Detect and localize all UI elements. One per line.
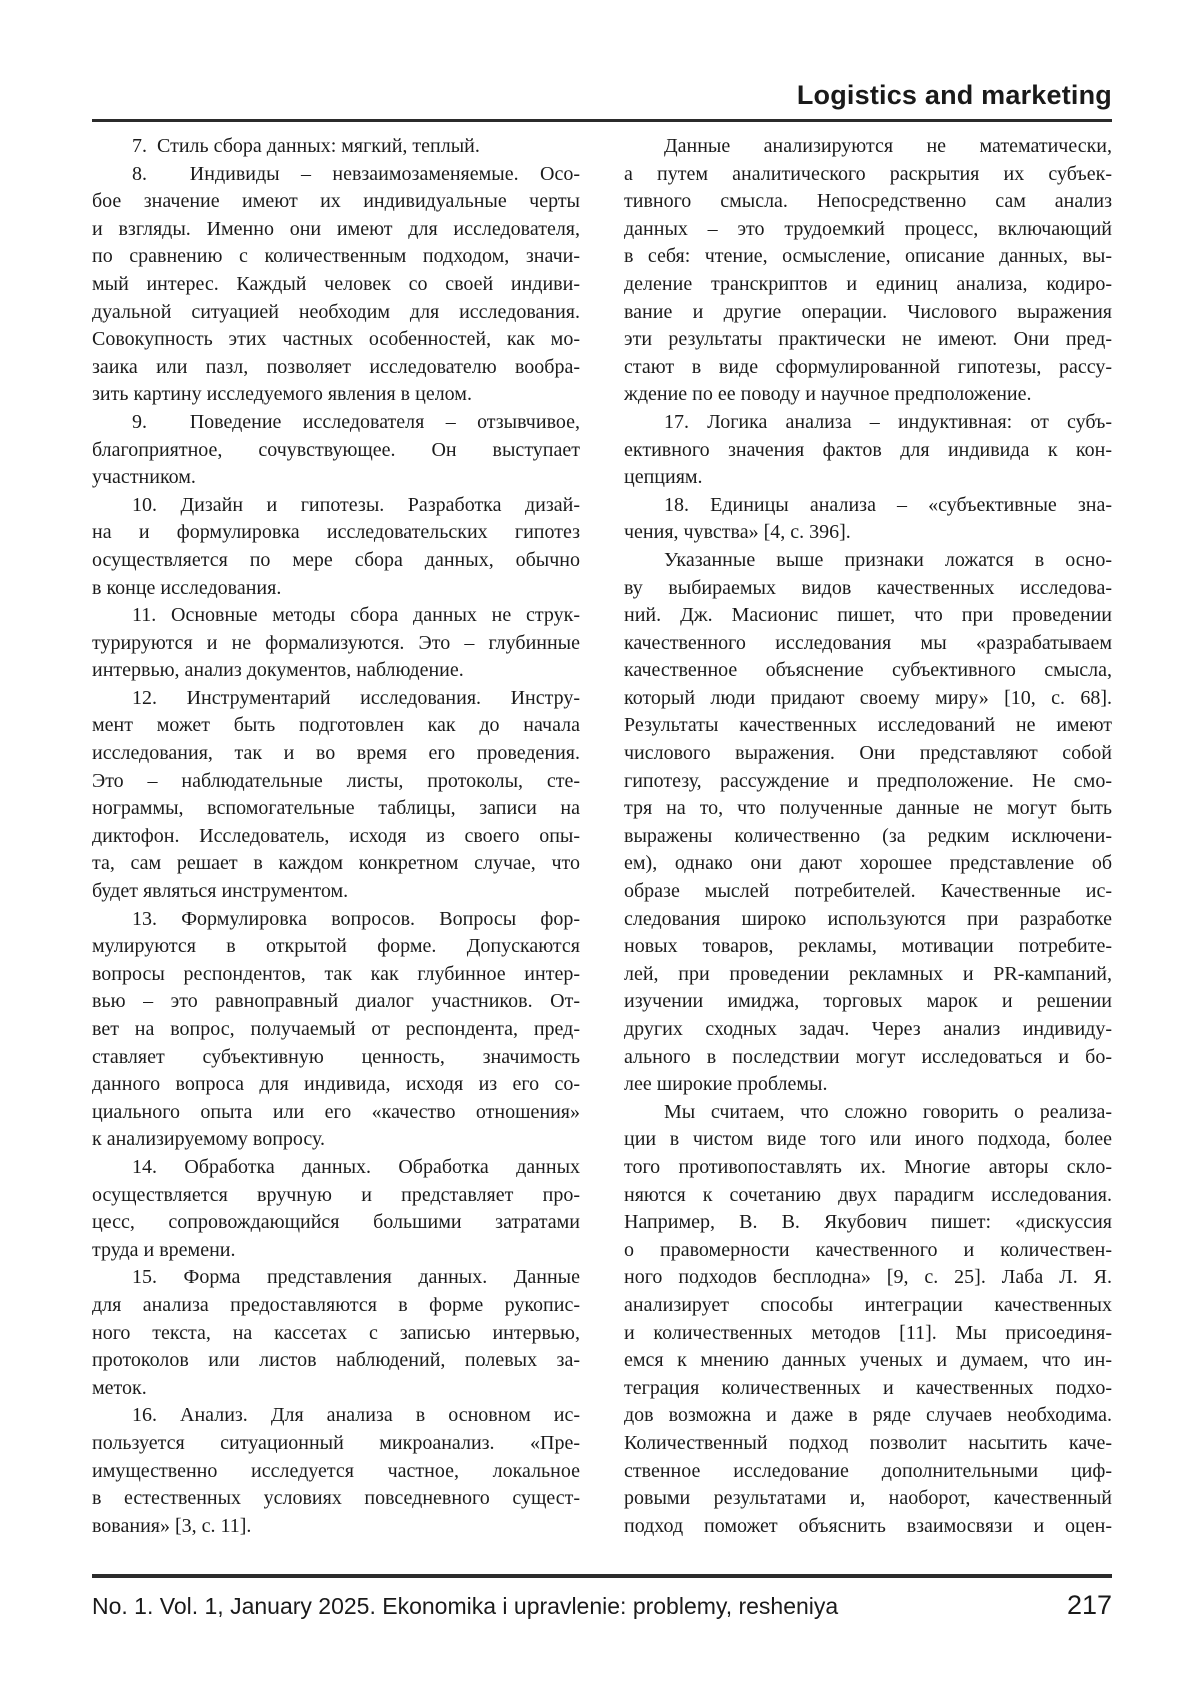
footer-rule <box>92 1574 1112 1578</box>
text-line: Указанные выше признаки ложатся в осно- <box>664 548 1112 571</box>
text-line: диктофон. Исследователь, исходя из своего опы- <box>92 824 580 847</box>
text-line: та, сам решает в каждом конкретном случае, что <box>92 852 580 875</box>
text-line: Результаты качественных исследований не имеют <box>624 714 1112 737</box>
text-line: и количественных методов [11]. Мы присоединя- <box>624 1321 1112 1344</box>
text-line: тивного смысла. Непосредственно сам анализ <box>624 190 1112 213</box>
text-line: 17. Логика анализа – индуктивная: от субъ- <box>664 410 1112 433</box>
text-line: вования» [3, с. 11]. <box>92 1514 252 1537</box>
text-column-right <box>624 133 1112 1540</box>
text-line: мент может быть подготовлен как до начала <box>92 714 580 737</box>
text-line: ровыми результатами и, наоборот, качественный <box>624 1487 1112 1510</box>
text-line: тря на то, что полученные данные не могут быть <box>624 797 1112 820</box>
text-line: 12. Инструментарий исследования. Инстру- <box>132 686 580 709</box>
text-line: 8. Индивиды – невзаимозаменяемые. Осо- <box>132 162 580 185</box>
text-line: в естественных условиях повседневного сущест- <box>92 1487 580 1510</box>
text-line: бое значение имеют их индивидуальные черты <box>92 190 580 213</box>
text-line: Данные анализируются не математически, <box>664 135 1112 157</box>
text-line: того противопоставлять их. Многие авторы скло- <box>624 1155 1112 1178</box>
text-line: гипотезу, рассуждение и предположение. Не смо- <box>624 769 1112 792</box>
text-line: эти результаты практически не имеют. Они пред- <box>624 328 1112 351</box>
text-line: дов возможна и даже в ряде случаев необходима. <box>624 1404 1112 1427</box>
text-line: имущественно исследуется частное, локальное <box>92 1459 580 1482</box>
page-number: 217 <box>1066 1590 1112 1620</box>
text-line: стают в виде сформулированной гипотезы, рассу- <box>624 355 1112 378</box>
text-line: будет являться инструментом. <box>92 880 349 903</box>
journal-citation: No. 1. Vol. 1, January 2025. Ekonomika i upravlenie: problemy, resheniya <box>92 1593 839 1619</box>
text-line: 9. Поведение исследователя – отзывчивое, <box>132 410 580 433</box>
text-line: ного подходов бесплодна» [9, с. 25]. Лаба Л. Я. <box>624 1266 1112 1289</box>
text-line: 14. Обработка данных. Обработка данных <box>132 1155 580 1178</box>
text-line: ции в чистом виде того или иного подхода, более <box>624 1128 1112 1151</box>
text-line: ем), однако они дают хорошее представление об <box>624 852 1112 875</box>
text-line: ального в последствии могут исследоваться и бо- <box>624 1045 1112 1068</box>
text-line: ственное исследование дополнительными циф- <box>624 1459 1112 1482</box>
header-rule <box>92 119 1112 122</box>
text-line: ставляет субъективную ценность, значимость <box>92 1045 580 1068</box>
text-line: числового выражения. Они представляют собой <box>624 742 1112 765</box>
text-line: Мы считаем, что сложно говорить о реализа- <box>664 1100 1112 1123</box>
text-line: который люди придают своему миру» [10, с. 68]. <box>624 686 1112 709</box>
text-line: нограммы, вспомогательные таблицы, записи на <box>92 797 580 820</box>
text-line: Совокупность этих частных особенностей, как мо- <box>92 328 580 351</box>
text-line: вет на вопрос, получаемый от респондента, пред- <box>92 1018 580 1040</box>
text-line: выражены количественно (за редким исключени- <box>624 824 1112 847</box>
text-line: меток. <box>92 1376 147 1399</box>
text-line: циального опыта или его «качество отношения» <box>92 1100 580 1123</box>
text-column-left <box>92 133 580 1540</box>
text-line: новых товаров, рекламы, мотивации потребите- <box>624 935 1112 958</box>
text-line: цесс, сопровождающийся большими затратами <box>92 1211 580 1234</box>
text-line: Например, В. В. Якубович пишет: «дискуссия <box>624 1211 1112 1234</box>
text-line: Это – наблюдательные листы, протоколы, сте- <box>92 769 580 792</box>
text-line: деление транскриптов и единиц анализа, кодиро- <box>624 272 1112 295</box>
text-line: 11. Основные методы сбора данных не струк- <box>132 604 580 627</box>
text-line: изучении имиджа, торговых марок и решении <box>624 990 1112 1013</box>
article-body <box>92 133 1112 1540</box>
text-line: качественного исследования мы «разрабатываем <box>624 631 1112 654</box>
text-line: пользуется ситуационный микроанализ. «Пре- <box>92 1431 580 1454</box>
text-line: Количественный подход позволит насытить каче- <box>624 1431 1112 1454</box>
text-line: 18. Единицы анализа – «субъективные зна- <box>664 493 1112 516</box>
text-line: ву выбираемых видов качественных исследова- <box>624 576 1112 599</box>
text-line: благоприятное, сочувствующее. Он выступает <box>92 438 580 461</box>
text-line: турируются и не формализуются. Это – глубинные <box>92 631 580 654</box>
text-line: лей, при проведении рекламных и PR-кампаний, <box>624 962 1112 985</box>
text-line: дуальной ситуацией необходим для исследования. <box>92 300 580 323</box>
text-line: следования широко используются при разработке <box>624 907 1112 930</box>
text-line: в конце исследования. <box>92 576 282 599</box>
text-line: емся к мнению данных ученых и думаем, что ин- <box>624 1349 1112 1372</box>
text-line: участником. <box>92 466 196 489</box>
text-line: подход поможет объяснить взаимосвязи и оцен- <box>624 1514 1112 1537</box>
text-line: анализирует способы интеграции качественных <box>624 1293 1112 1316</box>
text-line: заика или пазл, позволяет исследователю вообра- <box>92 355 580 378</box>
text-line: других сходных задач. Через анализ индивиду- <box>624 1018 1112 1040</box>
text-line: для анализа предоставляются в форме рукопис- <box>92 1293 580 1316</box>
text-line: вопросы респондентов, так как глубинное интер- <box>92 962 580 985</box>
text-line: вание и другие операции. Числового выражения <box>624 300 1112 323</box>
text-line: в себя: чтение, осмысление, описание данных, вы- <box>624 245 1112 268</box>
text-line: протоколов или листов наблюдений, полевых за- <box>92 1349 580 1372</box>
text-line: труда и времени. <box>92 1238 236 1261</box>
text-line: о правомерности качественного и количествен- <box>624 1238 1112 1261</box>
text-line: к анализируемому вопросу. <box>92 1128 326 1151</box>
text-line: качественное объяснение субъективного смысла, <box>624 659 1112 682</box>
text-line: осуществляется по мере сбора данных, обычно <box>92 548 580 571</box>
text-line: и взгляды. Именно они имеют для исследователя, <box>92 217 580 240</box>
text-line: 13. Формулировка вопросов. Вопросы фор- <box>132 907 580 930</box>
text-line: вью – это равноправный диалог участников. От- <box>92 990 580 1013</box>
text-line: теграция количественных и качественных подхо- <box>624 1376 1112 1399</box>
running-head-title: Logistics and marketing <box>796 80 1112 110</box>
text-line: зить картину исследуемого явления в целом. <box>92 383 472 406</box>
text-line: няются к сочетанию двух парадигм исследования. <box>624 1183 1112 1206</box>
text-line: по сравнению с количественным подходом, значи- <box>92 245 580 268</box>
text-line: на и формулировка исследовательских гипотез <box>92 521 580 544</box>
text-line: данного вопроса для индивида, исходя из его со- <box>92 1073 580 1096</box>
text-line: 16. Анализ. Для анализа в основном ис- <box>132 1404 580 1427</box>
text-line: 10. Дизайн и гипотезы. Разработка дизай- <box>132 493 580 516</box>
text-line: образе мыслей потребителей. Качественные ис- <box>624 880 1112 903</box>
text-line: интервью, анализ документов, наблюдение. <box>92 659 464 682</box>
text-line: ективного значения фактов для индивида к кон- <box>624 438 1112 461</box>
text-line: лее широкие проблемы. <box>624 1073 828 1096</box>
text-line: ного текста, на кассетах с записью интервью, <box>92 1321 580 1344</box>
text-line: данных – это трудоемкий процесс, включающий <box>624 217 1112 240</box>
text-line: цепциям. <box>624 466 703 489</box>
text-line: 7. Стиль сбора данных: мягкий, теплый. <box>132 135 480 157</box>
text-line: ний. Дж. Масионис пишет, что при проведении <box>624 604 1112 627</box>
text-line: исследования, так и во время его проведения. <box>92 742 580 765</box>
text-line: мый интерес. Каждый человек со своей индиви- <box>92 272 580 295</box>
text-line: ждение по ее поводу и научное предположение. <box>624 383 1032 406</box>
text-line: мулируются в открытой форме. Допускаются <box>92 935 580 958</box>
text-line: чения, чувства» [4, с. 396]. <box>624 521 851 544</box>
text-line: 15. Форма представления данных. Данные <box>132 1266 580 1289</box>
text-line: осуществляется вручную и представляет про- <box>92 1183 580 1206</box>
text-line: а путем аналитического раскрытия их субъек- <box>624 162 1112 185</box>
